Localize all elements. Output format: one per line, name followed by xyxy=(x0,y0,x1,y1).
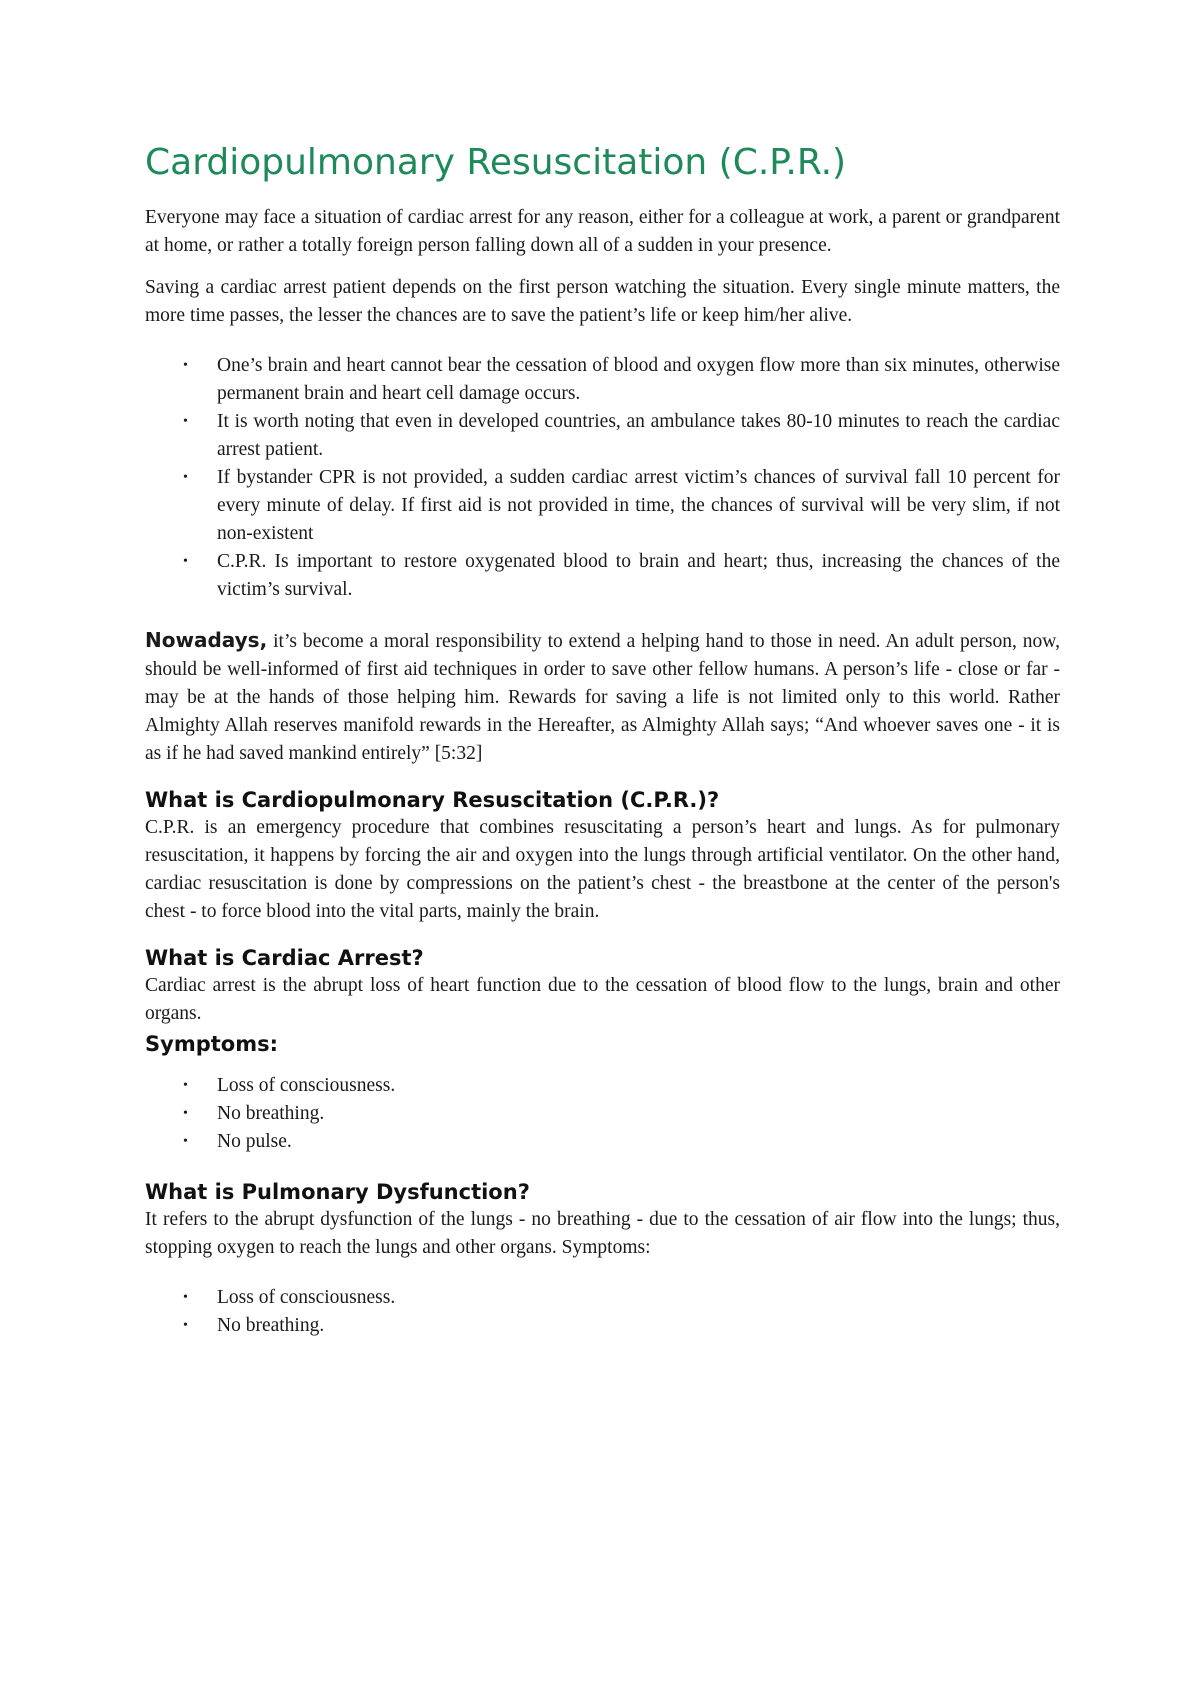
nowadays-paragraph xyxy=(145,626,1060,768)
bullet-icon: • xyxy=(183,1290,188,1305)
nowadays-lead: Nowadays, xyxy=(145,628,268,652)
list-item-text: If bystander CPR is not provided, a sudden cardiac arrest victim’s chances of survival fall 10 percent for every minute of delay. If first aid is not provided in time, the chances of survival will be very slim, if not non-existent xyxy=(217,467,1060,544)
arrest-symptoms-list xyxy=(145,1072,1060,1156)
list-item xyxy=(145,408,1060,464)
pulmonary-heading: What is Pulmonary Dysfunction? xyxy=(145,1180,530,1204)
bullet-icon: • xyxy=(183,358,188,373)
list-item xyxy=(145,1284,1060,1312)
list-item xyxy=(145,464,1060,548)
bullet-icon: • xyxy=(183,1078,188,1093)
intro-paragraph-1: Everyone may face a situation of cardiac arrest for any reason, either for a colleague at work, a parent or grandparent at home, or rather a totally foreign person falling down all of a sudden in your presence. xyxy=(145,207,1060,256)
cpr-paragraph: C.P.R. is an emergency procedure that combines resuscitating a person’s heart and lungs. As for pulmonary resuscitation, it happens by forcing the air and oxygen into the lungs through artificial ventilator. On the other hand, cardiac resuscitation is done by compressions on the patient’s chest - the breastbone at the center of the person's chest - to force blood into the vital parts, mainly the brain. xyxy=(145,817,1060,922)
list-item xyxy=(145,1072,1060,1100)
intro-paragraph-2: Saving a cardiac arrest patient depends on the first person watching the situation. Every single minute matters, the more time passes, the lesser the chances are to save the patient’s life or keep him/her alive. xyxy=(145,277,1060,326)
bullet-icon: • xyxy=(183,1134,188,1149)
pulmonary-symptoms-list xyxy=(145,1284,1060,1340)
pulmonary-paragraph: It refers to the abrupt dysfunction of the lungs - no breathing - due to the cessation of air flow into the lungs; thus, stopping oxygen to reach the lungs and other organs. Symptoms: xyxy=(145,1209,1060,1258)
list-item xyxy=(145,1100,1060,1128)
symptoms-heading: Symptoms: xyxy=(145,1032,278,1056)
list-item-text: Loss of consciousness. xyxy=(217,1075,396,1096)
bullet-icon: • xyxy=(183,470,188,485)
list-item xyxy=(145,352,1060,408)
list-item-text: C.P.R. Is important to restore oxygenated blood to brain and heart; thus, increasing the chances of the victim’s survival. xyxy=(217,551,1060,600)
cpr-heading: What is Cardiopulmonary Resuscitation (C.P.R.)? xyxy=(145,788,720,812)
cardiac-arrest-paragraph: Cardiac arrest is the abrupt loss of heart function due to the cessation of blood flow to the lungs, brain and other organs. xyxy=(145,975,1060,1024)
bullet-icon: • xyxy=(183,414,188,429)
document-page xyxy=(145,138,1060,1362)
list-item-text: No breathing. xyxy=(217,1103,325,1124)
bullet-icon: • xyxy=(183,554,188,569)
list-item xyxy=(145,548,1060,604)
facts-list xyxy=(145,352,1060,604)
list-item-text: No breathing. xyxy=(217,1315,325,1336)
list-item xyxy=(145,1312,1060,1340)
list-item-text: Loss of consciousness. xyxy=(217,1287,396,1308)
list-item-text: No pulse. xyxy=(217,1131,292,1152)
list-item-text: One’s brain and heart cannot bear the cessation of blood and oxygen flow more than six minutes, otherwise permanent brain and heart cell damage occurs. xyxy=(217,355,1060,404)
document-title: Cardiopulmonary Resuscitation (C.P.R.) xyxy=(145,142,847,183)
list-item-text: It is worth noting that even in developed countries, an ambulance takes 80-10 minutes to reach the cardiac arrest patient. xyxy=(217,411,1060,460)
bullet-icon: • xyxy=(183,1318,188,1333)
list-item xyxy=(145,1128,1060,1156)
cardiac-arrest-heading: What is Cardiac Arrest? xyxy=(145,946,424,970)
nowadays-text: it’s become a moral responsibility to extend a helping hand to those in need. An adult person, now, should be well-informed of first aid techniques in order to save other fellow humans. A person’s life - close or far - may be at the hands of those helping him. Rewards for saving a life is not limited only to this world. Rather Almighty Allah reserves manifold rewards in the Hereafter, as Almighty Allah says; “And whoever saves one - it is as if he had saved mankind entirely” [5:32] xyxy=(145,631,1060,764)
bullet-icon: • xyxy=(183,1106,188,1121)
